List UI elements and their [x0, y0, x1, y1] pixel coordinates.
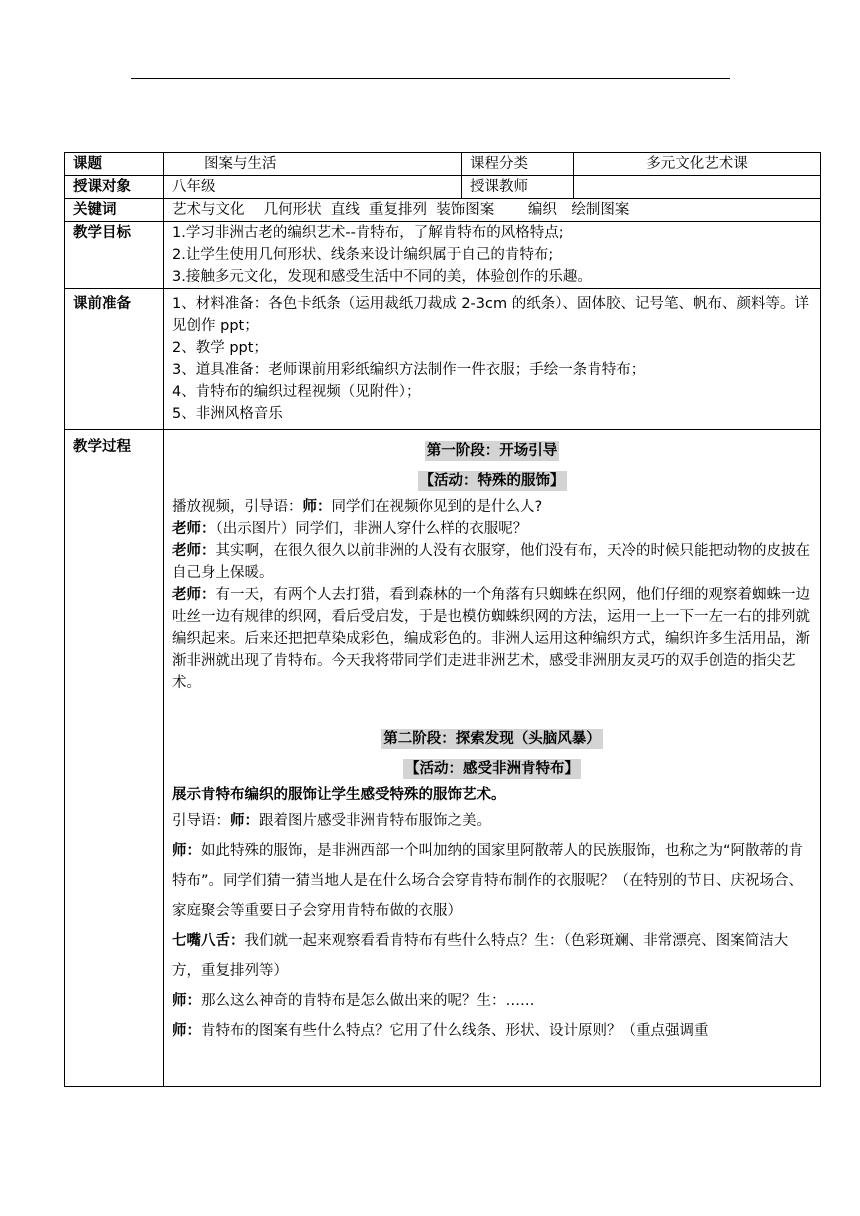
process-label: 教学过程	[65, 430, 164, 1087]
prep-item: 5、非洲风格音乐	[172, 406, 283, 422]
lesson-plan-table	[64, 152, 821, 1087]
paragraph: 展示肯特布编织的服饰让学生感受特殊的服饰艺术。	[172, 787, 506, 803]
paragraph: 七嘴八舌：我们就一起来观察看看肯特布有些什么特点？生：（色彩斑斓、非常漂亮、图案简洁大方，重复排列等）	[172, 933, 789, 979]
paragraph: 师：那么这么神奇的肯特布是怎么做出来的呢？生：……	[172, 993, 535, 1009]
process-content	[164, 430, 821, 1087]
row-goals	[65, 222, 821, 289]
header-rule	[131, 78, 730, 79]
goal-item: 1.学习非洲古老的编织艺术--肯特布，了解肯特布的风格特点;	[172, 225, 564, 241]
prep-item: 4、肯特布的编织过程视频（见附件）；	[172, 384, 421, 400]
category-value: 多元文化艺术课	[574, 153, 821, 176]
paragraph: 老师：（出示图片）同学们，非洲人穿什么样的衣服呢？	[172, 521, 528, 537]
keywords-value: 艺术与文化 几何形状 直线 重复排列 装饰图案 编织 绘制图案	[164, 199, 821, 222]
paragraph: 师：肯特布的图案有些什么特点？它用了什么线条、形状、设计原则？（重点强调重	[172, 1023, 709, 1039]
row-process	[65, 430, 821, 1087]
topic-label: 课题	[65, 153, 164, 176]
discussion-block	[172, 806, 812, 1046]
row-keywords	[65, 199, 821, 222]
prep-item: 2、教学 ppt；	[172, 340, 268, 356]
goals-list	[164, 222, 821, 289]
goals-label: 教学目标	[65, 222, 164, 289]
category-label: 课程分类	[462, 153, 574, 176]
paragraph: 播放视频，引导语：师：同学们在视频你见到的是什么人?	[172, 499, 543, 515]
audience-value: 八年级	[164, 176, 462, 199]
prep-label: 课前准备	[65, 289, 164, 430]
goal-item: 3.接触多元文化，发现和感受生活中不同的美，体验创作的乐趣。	[172, 269, 592, 285]
row-topic	[65, 153, 821, 176]
paragraph: 师：如此特殊的服饰，是非洲西部一个叫加纳的国家里阿散蒂人的民族服饰，也称之为“阿散蒂的肯特布”。同学们猜一猜当地人是在什么场合会穿肯特布制作的衣服呢？（在特别的节日、庆祝场合、家庭聚会等重要日子会穿用肯特布做的衣服）	[172, 843, 804, 919]
prep-item: 3、道具准备：老师课前用彩纸编织方法制作一件衣服；手绘一条肯特布；	[172, 362, 646, 378]
teacher-value	[574, 176, 821, 199]
stage1-title: 第一阶段：开场引导	[426, 443, 558, 459]
goal-item: 2.让学生使用几何形状、线条来设计编织属于自己的肯特布;	[172, 247, 554, 263]
row-prep	[65, 289, 821, 430]
audience-label: 授课对象	[65, 176, 164, 199]
stage2-activity: 【活动：感受非洲肯特布】	[405, 761, 579, 777]
keywords-label: 关键词	[65, 199, 164, 222]
prep-item: 1、材料准备：各色卡纸条（运用裁纸刀裁成 2-3cm 的纸条）、固体胶、记号笔、帆布、颜料等。详见创作 ppt；	[172, 296, 809, 334]
row-audience	[65, 176, 821, 199]
stage1-activity: 【活动：特殊的服饰】	[419, 473, 565, 489]
paragraph: 引导语：师：跟着图片感受非洲肯特布服饰之美。	[172, 813, 491, 829]
teacher-label: 授课教师	[462, 176, 574, 199]
prep-list	[164, 289, 821, 430]
stage2-title: 第二阶段：探索发现（头脑风暴）	[383, 731, 601, 747]
paragraph: 老师：其实啊，在很久很久以前非洲的人没有衣服穿，他们没有布，天冷的时候只能把动物的皮披在自己身上保暖。	[172, 543, 810, 581]
topic-value: 图案与生活	[164, 153, 462, 176]
paragraph: 老师：有一天，有两个人去打猎，看到森林的一个角落有只蜘蛛在织网，他们仔细的观察着蜘蛛一边吐丝一边有规律的织网，看后受启发，于是也模仿蜘蛛织网的方法，运用一上一下一左一右的排列就编织起来。后来还把把草染成彩色，编成彩色的。非洲人运用这种编织方式，编织许多生活用品，渐渐非洲就出现了肯特布。今天我将带同学们走进非洲艺术，感受非洲朋友灵巧的双手创造的指尖艺术。	[172, 587, 810, 691]
spacer	[172, 694, 812, 720]
